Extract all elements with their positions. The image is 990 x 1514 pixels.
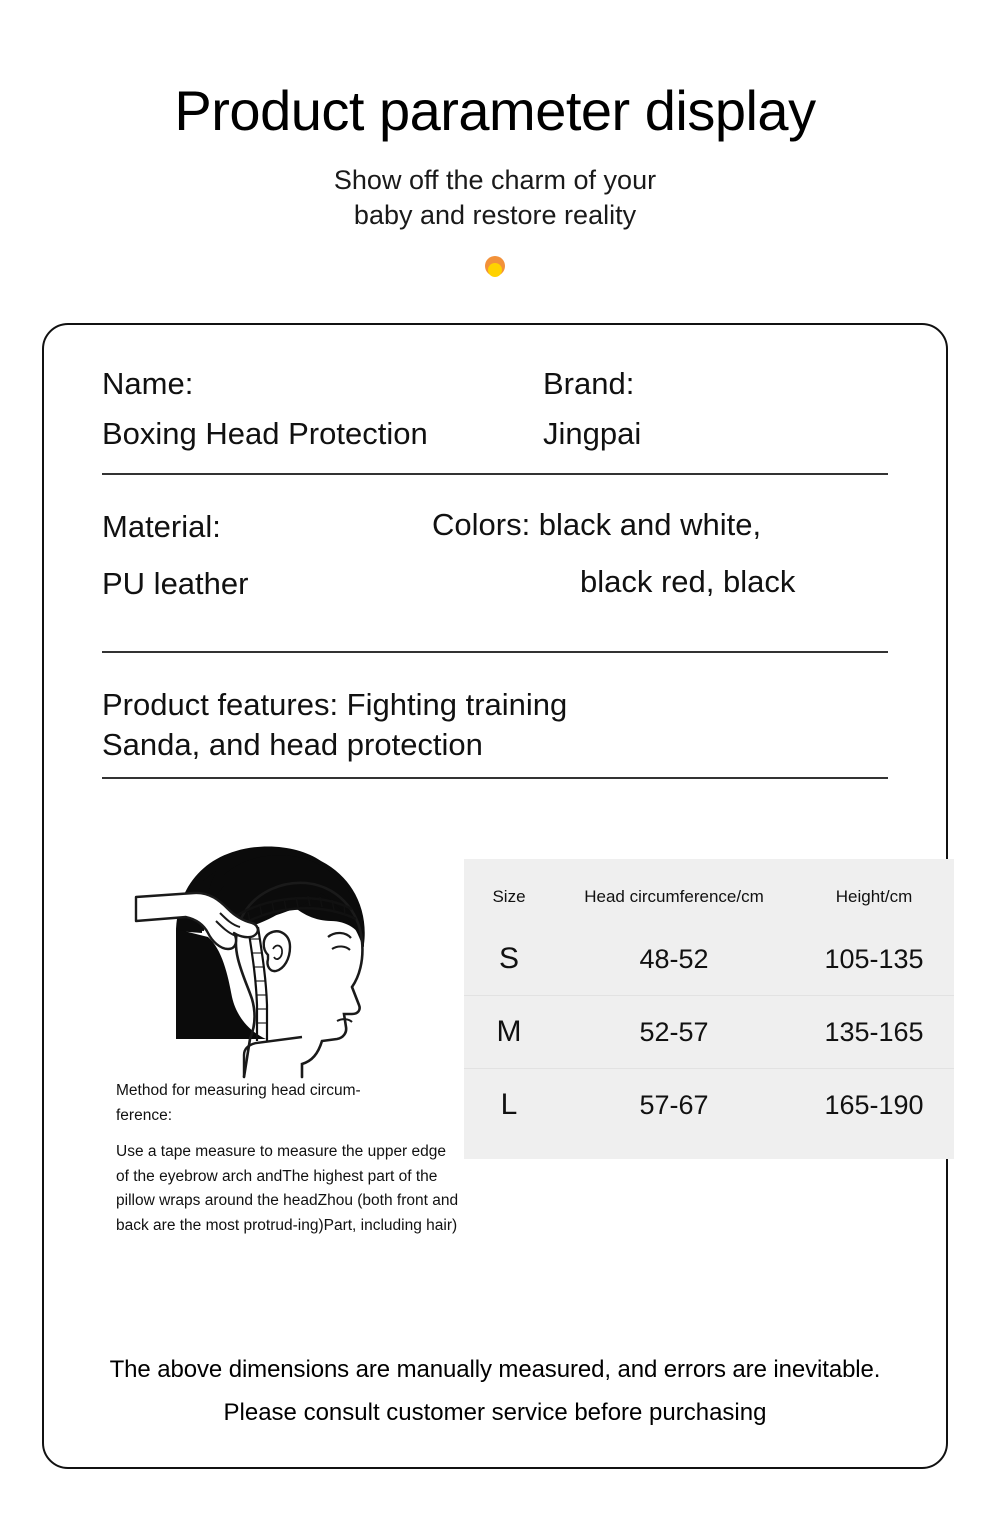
table-row: [464, 923, 954, 996]
features-line-1: Product features: Fighting training: [102, 687, 568, 723]
spec-divider-3: [102, 777, 888, 779]
head-measuring-illustration: [116, 809, 446, 1079]
brand-group: [495, 359, 888, 459]
disclaimer-line-2: Please consult customer service before purchasing: [223, 1399, 767, 1427]
cell-size: M: [464, 996, 554, 1069]
spec-row-material-colors: [102, 475, 888, 653]
name-label: Name:: [102, 366, 194, 401]
flame-dot-icon: [484, 254, 506, 282]
spec-block: [44, 325, 946, 1234]
page-subtitle: [0, 163, 990, 234]
table-row: [464, 996, 954, 1069]
brand-label: Brand:: [543, 366, 635, 401]
material-label: Material:: [102, 509, 221, 545]
spec-card: [42, 323, 948, 1469]
cell-height: 105-135: [824, 943, 924, 974]
brand-value: Jingpai: [543, 416, 642, 452]
subtitle-line-1: Show off the charm of your: [333, 164, 657, 195]
colors-line-2: black red, black: [580, 564, 796, 600]
colors-line-1: Colors: black and white,: [432, 507, 762, 543]
column-header-head-circumference: Head circumference/cm: [584, 887, 764, 907]
name-value: Boxing Head Protection: [102, 416, 428, 452]
measure-method-note: [116, 1079, 461, 1238]
page-title: Product parameter display: [174, 79, 816, 142]
measure-note-title-line-2: ference:: [116, 1106, 173, 1124]
column-header-size: Size: [492, 887, 526, 907]
size-chart-table: [464, 859, 954, 1159]
spec-row-name-brand: [102, 325, 888, 475]
table-row: [464, 1069, 954, 1142]
cell-size: L: [464, 1069, 554, 1142]
measure-note-body: Use a tape measure to measure the upper edge of the eyebrow arch andThe highest part of the pillow wraps around the headZhou (both front and back are the most protrud-ing)Part, including hair): [116, 1143, 459, 1234]
column-header-height: Height/cm: [835, 887, 913, 907]
cell-size: S: [498, 942, 519, 976]
table-header-row: [464, 873, 954, 923]
cell-circumference: 57-67: [554, 1069, 794, 1142]
cell-circumference: 48-52: [639, 943, 709, 974]
page-header: [0, 0, 990, 282]
cell-height: 135-165: [794, 996, 954, 1069]
flame-dot-inner: [488, 263, 502, 277]
name-group: [102, 359, 495, 459]
spec-row-features: [102, 653, 888, 779]
measure-note-title-line-1: Method for measuring head circum-: [116, 1082, 361, 1100]
disclaimer-line-1: The above dimensions are manually measured, and errors are inevitable.: [109, 1356, 881, 1384]
measure-note-title: [116, 1079, 461, 1128]
measurement-section: [102, 801, 924, 1234]
cell-circumference: 52-57: [554, 996, 794, 1069]
footer-disclaimer: [44, 1353, 946, 1431]
material-value: PU leather: [102, 566, 249, 602]
cell-height: 165-190: [794, 1069, 954, 1142]
features-line-2: Sanda, and head protection: [102, 727, 483, 763]
subtitle-line-2: baby and restore reality: [353, 200, 637, 231]
